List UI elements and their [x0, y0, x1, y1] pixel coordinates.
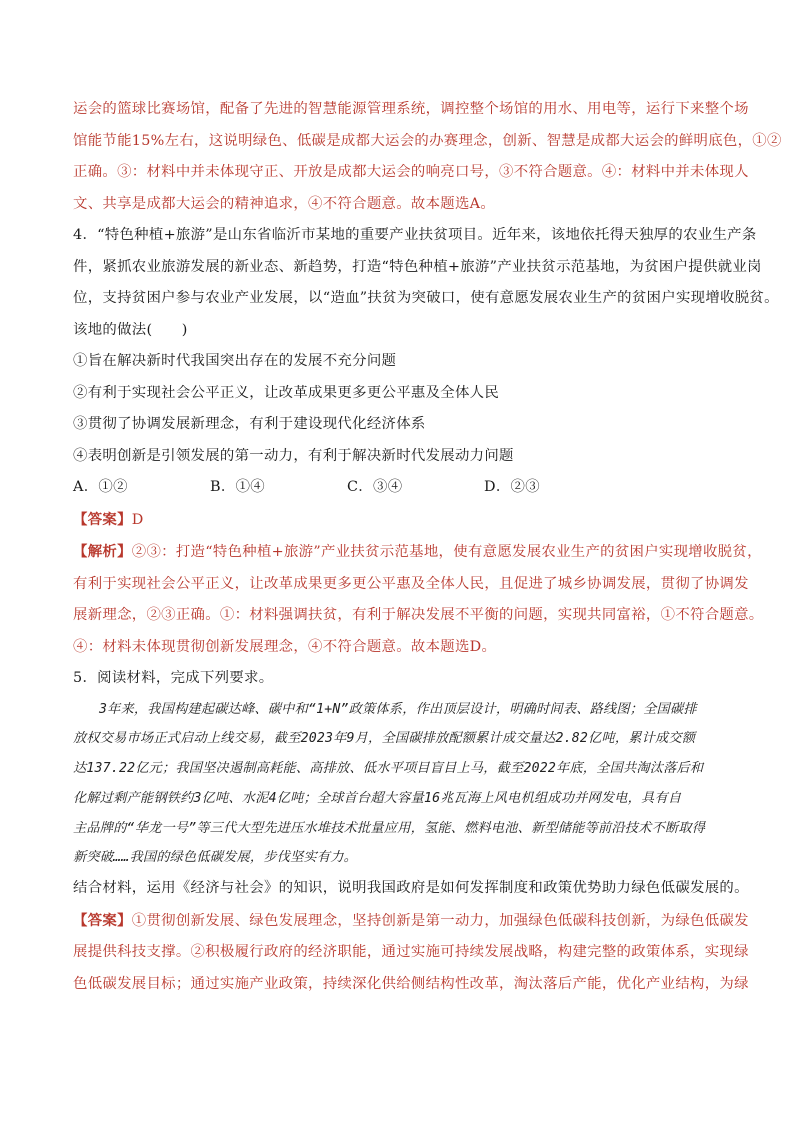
statement-4: ④表明创新是引领发展的第一动力，有利于解决新时代发展动力问题: [73, 447, 514, 464]
answer-value: D: [131, 511, 144, 528]
question-stem-line: 4．“特色种植+旅游”是山东省临沂市某地的重要产业扶贫项目。近年来，该地依托得天独厚的农业生产条: [73, 227, 757, 243]
text-line: 文、共享是成都大运会的精神追求，④不符合题意。故本题选A。: [73, 195, 496, 212]
question-stem-line: 件，紧抓农业旅游发展的新业态、新趋势，打造“特色种植+旅游”产业扶贫示范基地，为贫困户提供就业岗: [73, 258, 762, 275]
question-prompt: 结合材料，运用《经济与社会》的知识，说明我国政府是如何发挥制度和政策优势助力绿色低碳发展的。: [73, 880, 749, 897]
material-line: 主品牌的“华龙一号”等三代大型先进压水堆技术批量应用，氢能、燃料电池、新型储能等前沿技术不断取得: [73, 820, 706, 836]
material-line: 新突破……我国的绿色低碳发展，步伐坚实有力。: [73, 850, 358, 866]
material-line: 达137.22亿元；我国坚决遏制高耗能、高排放、低水平项目盲目上马，截至2022年底，全国共淘汰落后和: [73, 761, 704, 777]
answer-line: 色低碳发展目标；通过实施产业政策，持续深化供给侧结构性改革，淘汰落后产能，优化产业结构，为绿: [73, 975, 749, 992]
answer-options: [73, 472, 725, 504]
material-line: 化解过剩产能钢铁约3亿吨、水泥4亿吨；全球首台超大容量16兆瓦海上风电机组成功并网发电，具有自: [73, 790, 682, 806]
answer-line: [73, 504, 725, 537]
answer-label: 【答案】: [73, 510, 132, 528]
text-line: 正确。③：材料中并未体现守正、开放是成都大运会的响亮口号，③不符合题意。④：材料中并未体现人: [73, 164, 749, 180]
text-line: 运会的篮球比赛场馆，配备了先进的智慧能源管理系统，调控整个场馆的用水、用电等，运行下来整个场: [73, 101, 749, 117]
analysis-line: 有利于实现社会公平正义，让改革成果更多更公平惠及全体人民，且促进了城乡协调发展，贯彻了协调发: [73, 575, 749, 592]
answer-text: ①贯彻创新发展、绿色发展理念，坚持创新是第一动力，加强绿色低碳科技创新，为绿色低碳发: [131, 912, 749, 929]
answer-line: [73, 905, 749, 938]
option-b: B．①④: [210, 479, 265, 495]
document-page: [73, 94, 782, 1000]
question-stem-line: 该地的做法( ): [73, 321, 188, 338]
option-d: D．②③: [484, 479, 540, 495]
analysis-line: [73, 536, 762, 569]
q3-analysis-continued: [73, 94, 782, 220]
material-line: 放权交易市场正式启动上线交易，截至2023年9月，全国碳排放配额累计成交量达2.82亿吨，累计成交额: [73, 731, 696, 747]
question-4: [73, 220, 779, 663]
statement-3: ③贯彻了协调发展新理念，有利于建设现代化经济体系: [73, 416, 426, 432]
question-stem-line: 位，支持贫困户参与农业产业发展，以“造血”扶贫为突破口，使有意愿发展农业生产的贫困户实现增收脱贫。: [73, 290, 779, 306]
question-stem: 5．阅读材料，完成下列要求。: [73, 670, 274, 686]
option-a: A．①②: [73, 479, 128, 495]
text-line: 馆能节能15%左右，这说明绿色、低碳是成都大运会的办赛理念，创新、智慧是成都大运会的鲜明底色，①②: [73, 132, 782, 149]
reading-material: [73, 695, 725, 874]
statement-2: ②有利于实现社会公平正义，让改革成果更多更公平惠及全体人民: [73, 384, 500, 401]
question-5: [73, 663, 749, 1000]
material-line: 3年来，我国构建起碳达峰、碳中和“1+N”政策体系，作出顶层设计，明确时间表、路线图；全国碳排: [99, 701, 697, 717]
answer-label: 【答案】: [73, 911, 132, 929]
analysis-label: 【解析】: [73, 543, 132, 560]
statement-1: ①旨在解决新时代我国突出存在的发展不充分问题: [73, 353, 397, 369]
analysis-line: 展新理念，②③正确。①：材料强调扶贫，有利于解决发展不平衡的问题，实现共同富裕，①不符合题意。: [73, 607, 764, 623]
analysis-line: ④：材料未体现贯彻创新发展理念，④不符合题意。故本题选D。: [73, 638, 497, 655]
option-c: C．③④: [347, 479, 403, 495]
answer-line: 展提供科技支撑。②积极履行政府的经济职能，通过实施可持续发展战略，构建完整的政策体系，实现绿: [73, 944, 749, 961]
analysis-text: ②③：打造“特色种植+旅游”产业扶贫示范基地，使有意愿发展农业生产的贫困户实现增收脱贫，: [131, 544, 762, 560]
